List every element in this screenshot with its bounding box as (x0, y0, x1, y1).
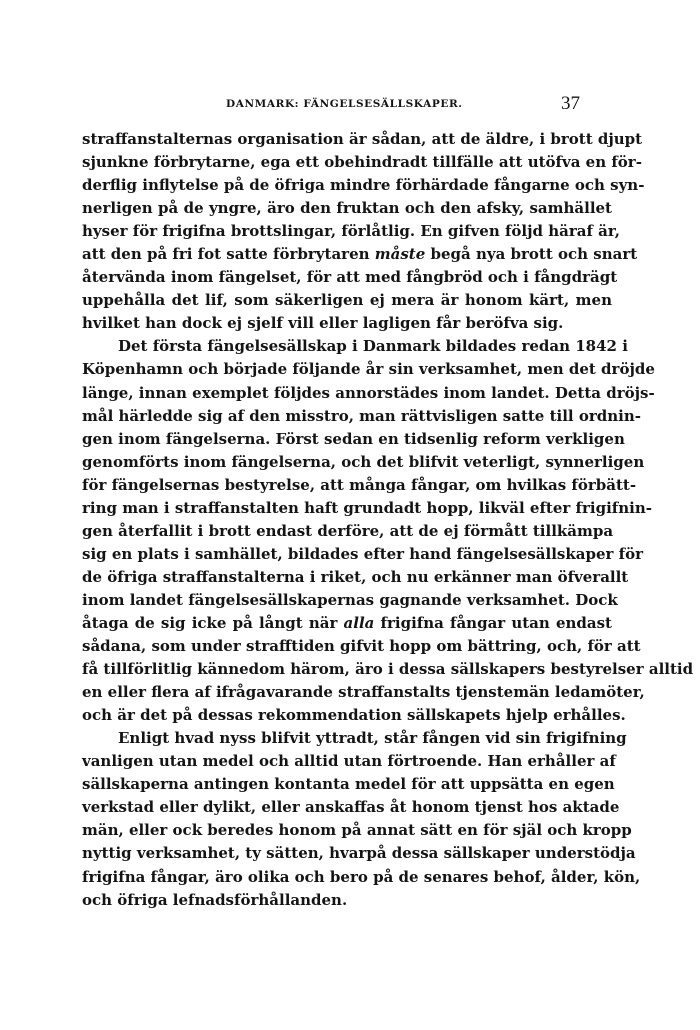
emphasized-word: måste (374, 245, 426, 264)
text-line: mål härledde sig af den misstro, man rättvisligen satte till ordnin- (82, 406, 641, 425)
text-line: nerligen på de yngre, äro den fruktan och den afsky, samhället (82, 199, 612, 218)
text-line: och är det på dessas rekommendation sällskapets hjelp erhålles. (82, 706, 626, 725)
page-number: 37 (561, 93, 580, 114)
text-line: sällskaperna antingen kontanta medel för att uppsätta en egen (82, 775, 615, 794)
text-line: Enligt hvad nyss blifvit yttradt, står fången vid sin frigifning (118, 729, 627, 748)
paragraph (82, 335, 694, 727)
text-line: uppehålla det lif, som säkerligen ej mera är honom kärt, men (82, 291, 612, 310)
text-line: gen återfallit i brott endast derföre, att de ej förmått tillkämpa (82, 521, 614, 540)
text-line: sådana, som under strafftiden gifvit hopp om bättring, och, för att (82, 637, 641, 656)
text-line: frigifna fångar, äro olika och bero på de senares behof, ålder, kön, (82, 867, 641, 886)
text-line: länge, innan exemplet följdes annorstädes inom landet. Detta dröjs- (82, 383, 655, 402)
text-line: de öfriga straffanstalterna i riket, och nu erkänner man öfverallt (82, 567, 629, 586)
text-line: inom landet fängelsesällskapernas gagnande verksamhet. Dock (82, 590, 618, 609)
paragraph (82, 128, 645, 335)
text-line: att den på fri fot satte förbrytaren måste begå nya brott och snart (82, 245, 638, 264)
text-line: för fängelsernas bestyrelse, att många fångar, om hvilkas förbätt- (82, 475, 637, 494)
text-line: en eller flera af ifrågavarande straffanstalts tjenstemän ledamöter, (82, 683, 645, 702)
text-line: nyttig verksamhet, ty sätten, hvarpå dessa sällskaper understödja (82, 844, 636, 863)
body-text (82, 128, 694, 912)
text-line: hyser för frigifna brottslingar, förlåtlig. En gifven följd häraf är, (82, 222, 620, 241)
text-line: straffanstalternas organisation är sådan, att de äldre, i brott djupt (82, 130, 643, 148)
text-line: åtaga de sig icke på långt när alla frigifna fångar utan endast (82, 613, 612, 632)
text-line: Det första fängelsesällskap i Danmark bildades redan 1842 i (118, 337, 628, 356)
text-line: vanligen utan medel och alltid utan förtroende. Han erhåller af (82, 752, 616, 771)
text-line: sjunkne förbrytarne, ega ett obehindradt tillfälle att utöfva en för- (82, 153, 642, 172)
running-head: DANMARK: FÄNGELSESÄLLSKAPER. (226, 98, 463, 110)
text-line: gen inom fängelserna. Först sedan en tidsenlig reform verkligen (82, 429, 625, 448)
text-line: verkstad eller dylikt, eller anskaffas åt honom tjenst hos aktade (82, 798, 620, 817)
text-line: derflig inflytelse på de öfriga mindre förhärdade fångarne och syn- (82, 176, 645, 195)
text-line: ring man i straffanstalten haft grundadt hopp, likväl efter frigifnin- (82, 498, 652, 517)
text-line: och öfriga lefnadsförhållanden. (82, 890, 348, 909)
paragraph (82, 727, 641, 911)
text-line: få tillförlitlig kännedom härom, äro i dessa sällskapers bestyrelser alltid (82, 660, 694, 679)
text-line: män, eller ock beredes honom på annat sätt en för själ och kropp (82, 821, 632, 840)
text-line: återvända inom fängelset, för att med fångbröd och i fångdrägt (82, 268, 618, 287)
text-line: hvilket han dock ej sjelf vill eller lagligen får beröfva sig. (82, 314, 564, 333)
text-line: Köpenhamn och började följande år sin verksamhet, men det dröjde (82, 360, 655, 379)
emphasized-word: alla (343, 613, 375, 632)
text-line: genomförts inom fängelserna, och det blifvit veterligt, synnerligen (82, 452, 645, 471)
text-line: sig en plats i samhället, bildades efter hand fängelsesällskaper för (82, 544, 643, 563)
